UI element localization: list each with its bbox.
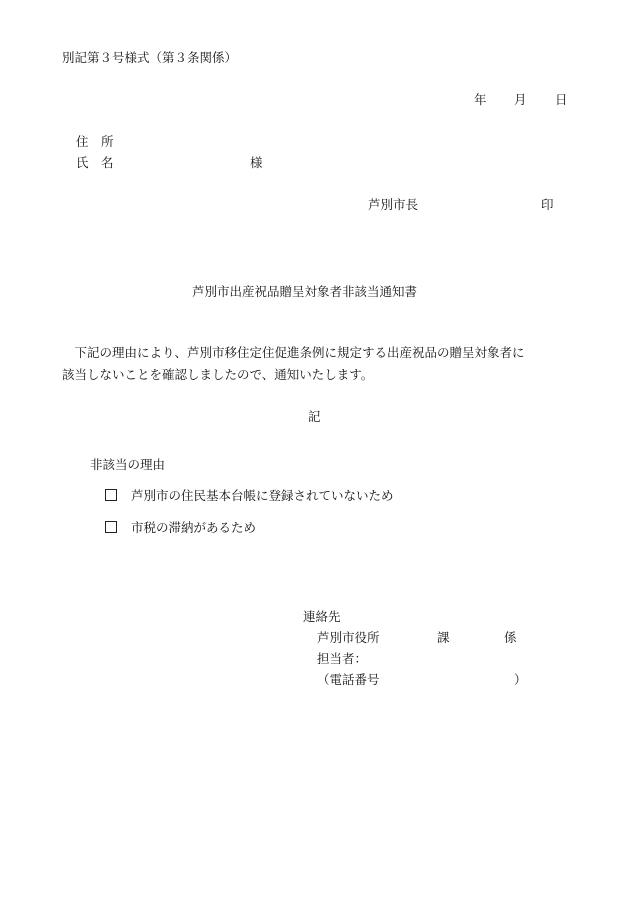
reason-label: 芦別市の住民基本台帳に登録されていないため	[131, 488, 394, 503]
contact-phone-open: （電話番号	[317, 672, 380, 687]
contact-section: 課	[437, 630, 450, 645]
seal-mark: 印	[541, 197, 554, 212]
reason-item-2	[105, 520, 256, 536]
honorific: 様	[250, 155, 263, 170]
contact-phone-close: ）	[514, 672, 527, 687]
reason-label: 市税の滞納があるため	[131, 520, 257, 535]
checkbox-icon[interactable]	[105, 489, 117, 501]
body-line-2: 該当しないことを確認しましたので、通知いたします。	[62, 367, 374, 382]
contact-office: 芦別市役所	[317, 630, 380, 645]
body-line-1: 下記の理由により、芦別市移住定住促進条例に規定する出産祝品の贈呈対象者に	[62, 345, 525, 360]
date-year: 年	[474, 92, 487, 107]
issuer-title: 芦別市長	[368, 197, 419, 212]
ki-label: 記	[308, 409, 321, 424]
checkbox-icon[interactable]	[105, 521, 117, 533]
contact-person: 担当者：	[317, 651, 368, 666]
address-label: 住 所	[76, 134, 114, 149]
form-label: 別記第３号様式（第３条関係）	[62, 50, 238, 65]
contact-heading: 連絡先	[303, 609, 341, 624]
reason-item-1	[105, 488, 394, 504]
reasons-heading: 非該当の理由	[90, 457, 166, 472]
contact-unit: 係	[504, 630, 517, 645]
date-month: 月	[514, 92, 527, 107]
date-day: 日	[555, 92, 568, 107]
name-label: 氏 名	[76, 155, 114, 170]
document-title: 芦別市出産祝品贈呈対象者非該当通知書	[192, 284, 418, 299]
